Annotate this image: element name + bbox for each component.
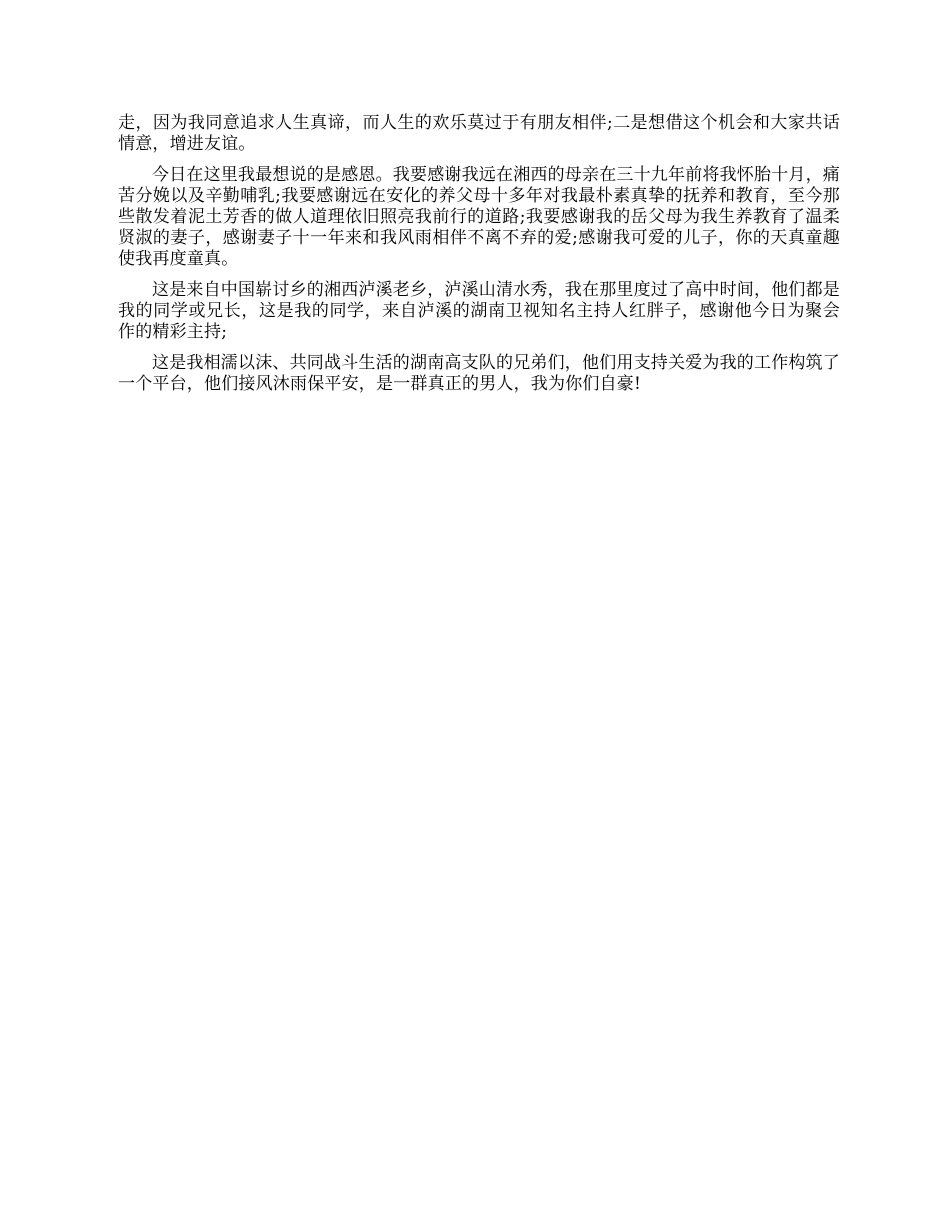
document-body — [118, 113, 840, 405]
paragraph: 今日在这里我最想说的是感恩。我要感谢我远在湘西的母亲在三十九年前将我怀胎十月，痛苦分娩以及辛勤哺乳;我要感谢远在安化的养父母十多年对我最朴素真挚的抚养和教育，至今那些散发着泥土芳香的做人道理依旧照亮我前行的道路;我要感谢我的岳父母为我生养教育了温柔贤淑的妻子，感谢妻子十一年来和我风雨相伴不离不弃的爱;感谢我可爱的儿子，你的天真童趣使我再度童真。 — [118, 165, 840, 269]
paragraph: 走，因为我同意追求人生真谛，而人生的欢乐莫过于有朋友相伴;二是想借这个机会和大家共话情意，增进友谊。 — [118, 113, 840, 154]
paragraph: 这是我相濡以沫、共同战斗生活的湖南高支队的兄弟们，他们用支持关爱为我的工作构筑了一个平台，他们接风沐雨保平安，是一群真正的男人，我为你们自豪! — [118, 353, 840, 394]
paragraph: 这是来自中国崭讨乡的湘西泸溪老乡，泸溪山清水秀，我在那里度过了高中时间，他们都是我的同学或兄长，这是我的同学，来自泸溪的湖南卫视知名主持人红胖子，感谢他今日为聚会作的精彩主持; — [118, 280, 840, 342]
